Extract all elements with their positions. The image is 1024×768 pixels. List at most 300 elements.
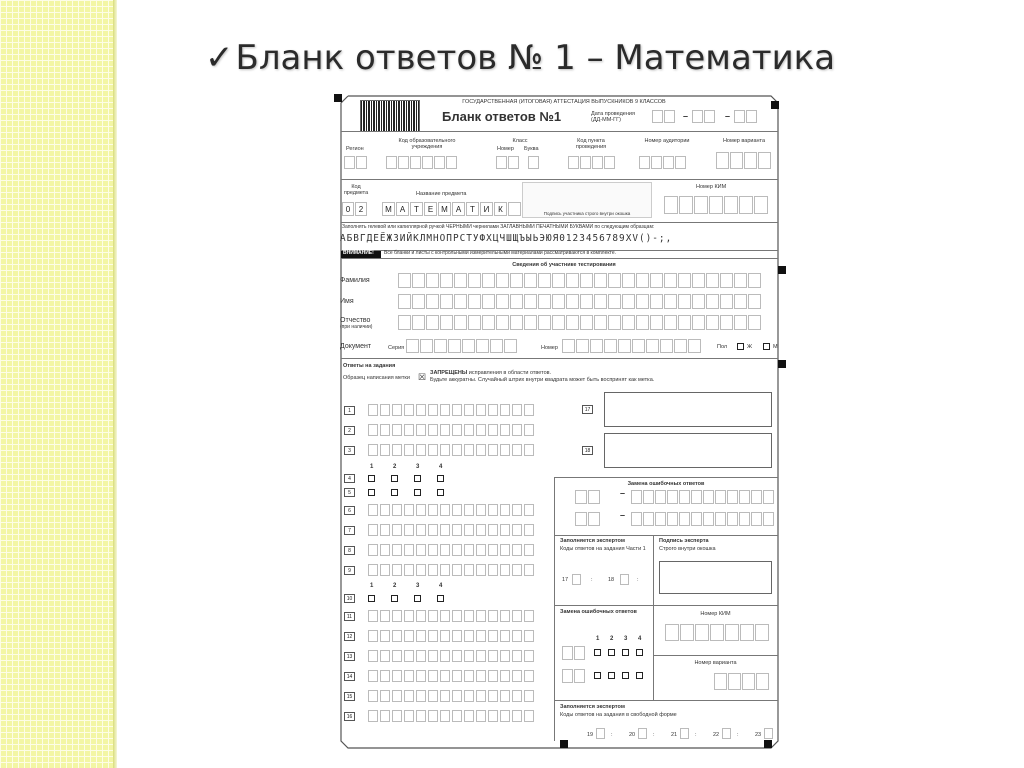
answer-14-char-box[interactable] bbox=[380, 670, 390, 682]
school-code-box[interactable] bbox=[422, 156, 433, 169]
answer-13-char-box[interactable] bbox=[368, 650, 378, 662]
replace-task-box[interactable] bbox=[574, 669, 585, 683]
answer-8-char-box[interactable] bbox=[416, 544, 426, 556]
kim-box-2[interactable] bbox=[695, 624, 709, 641]
answer-13-char-box[interactable] bbox=[452, 650, 462, 662]
name-letter-box[interactable] bbox=[594, 294, 607, 309]
kim-box[interactable] bbox=[694, 196, 708, 214]
answer-6-char-box[interactable] bbox=[416, 504, 426, 516]
name-letter-box[interactable] bbox=[622, 294, 635, 309]
answer-6-char-box[interactable] bbox=[500, 504, 510, 516]
replace-choice-checkbox[interactable] bbox=[622, 672, 629, 679]
answer-15-char-box[interactable] bbox=[380, 690, 390, 702]
answer-13-char-box[interactable] bbox=[380, 650, 390, 662]
surname-letter-box[interactable] bbox=[510, 273, 523, 288]
answer-9-char-box[interactable] bbox=[392, 564, 402, 576]
patronymic-letter-box[interactable] bbox=[650, 315, 663, 330]
patronymic-letter-box[interactable] bbox=[664, 315, 677, 330]
replace-answer-box[interactable] bbox=[655, 490, 666, 504]
answer-9-char-box[interactable] bbox=[440, 564, 450, 576]
expert-signature-box[interactable] bbox=[659, 561, 772, 594]
answer-6-char-box[interactable] bbox=[524, 504, 534, 516]
answer-16-char-box[interactable] bbox=[368, 710, 378, 722]
replace-choice-checkbox[interactable] bbox=[636, 649, 643, 656]
answer-7-char-box[interactable] bbox=[368, 524, 378, 536]
answer-9-char-box[interactable] bbox=[512, 564, 522, 576]
replace-answer-box[interactable] bbox=[655, 512, 666, 526]
document-series-box[interactable] bbox=[420, 339, 433, 353]
answer-11-char-box[interactable] bbox=[380, 610, 390, 622]
patronymic-letter-box[interactable] bbox=[720, 315, 733, 330]
answer-14-char-box[interactable] bbox=[392, 670, 402, 682]
gender-m-checkbox[interactable] bbox=[763, 343, 770, 350]
school-code-box[interactable] bbox=[386, 156, 397, 169]
answer-14-char-box[interactable] bbox=[452, 670, 462, 682]
patronymic-letter-box[interactable] bbox=[426, 315, 439, 330]
document-series-box[interactable] bbox=[406, 339, 419, 353]
replace-choice-checkbox[interactable] bbox=[636, 672, 643, 679]
answer-9-char-box[interactable] bbox=[464, 564, 474, 576]
variant-box[interactable] bbox=[716, 152, 729, 169]
patronymic-letter-box[interactable] bbox=[454, 315, 467, 330]
patronymic-letter-box[interactable] bbox=[748, 315, 761, 330]
date-box[interactable] bbox=[704, 110, 715, 123]
answer-15-char-box[interactable] bbox=[452, 690, 462, 702]
answer-4-choice-checkbox[interactable] bbox=[414, 475, 421, 482]
subject-name-box[interactable]: М bbox=[382, 202, 395, 216]
answer-5-choice-checkbox[interactable] bbox=[437, 489, 444, 496]
kim-box[interactable] bbox=[739, 196, 753, 214]
replace-task-box[interactable] bbox=[575, 490, 587, 504]
name-letter-box[interactable] bbox=[538, 294, 551, 309]
answer-12-char-box[interactable] bbox=[416, 630, 426, 642]
replace-task-box[interactable] bbox=[562, 646, 573, 660]
answer-12-char-box[interactable] bbox=[368, 630, 378, 642]
answer-10-choice-checkbox[interactable] bbox=[414, 595, 421, 602]
answer-3-char-box[interactable] bbox=[488, 444, 498, 456]
answer-7-char-box[interactable] bbox=[404, 524, 414, 536]
replace-answer-box[interactable] bbox=[751, 512, 762, 526]
patronymic-letter-box[interactable] bbox=[468, 315, 481, 330]
answer-12-char-box[interactable] bbox=[440, 630, 450, 642]
kim-box-2[interactable] bbox=[710, 624, 724, 641]
answer-3-char-box[interactable] bbox=[512, 444, 522, 456]
answer-14-char-box[interactable] bbox=[488, 670, 498, 682]
answer-2-char-box[interactable] bbox=[440, 424, 450, 436]
answer-7-char-box[interactable] bbox=[440, 524, 450, 536]
answer-7-char-box[interactable] bbox=[428, 524, 438, 536]
patronymic-letter-box[interactable] bbox=[594, 315, 607, 330]
patronymic-letter-box[interactable] bbox=[552, 315, 565, 330]
answer-5-choice-checkbox[interactable] bbox=[414, 489, 421, 496]
surname-letter-box[interactable] bbox=[482, 273, 495, 288]
replace-choice-checkbox[interactable] bbox=[622, 649, 629, 656]
answer-7-char-box[interactable] bbox=[392, 524, 402, 536]
answer-1-char-box[interactable] bbox=[500, 404, 510, 416]
surname-letter-box[interactable] bbox=[552, 273, 565, 288]
answer-9-char-box[interactable] bbox=[476, 564, 486, 576]
school-code-box[interactable] bbox=[434, 156, 445, 169]
replace-answer-box[interactable] bbox=[715, 490, 726, 504]
answer-3-char-box[interactable] bbox=[440, 444, 450, 456]
name-letter-box[interactable] bbox=[552, 294, 565, 309]
answer-7-char-box[interactable] bbox=[476, 524, 486, 536]
subject-code-box[interactable]: 0 bbox=[342, 202, 354, 216]
answer-2-char-box[interactable] bbox=[416, 424, 426, 436]
variant-box[interactable] bbox=[744, 152, 757, 169]
name-letter-box[interactable] bbox=[720, 294, 733, 309]
answer-1-char-box[interactable] bbox=[464, 404, 474, 416]
document-number-box[interactable] bbox=[674, 339, 687, 353]
answer-13-char-box[interactable] bbox=[500, 650, 510, 662]
answer-12-char-box[interactable] bbox=[512, 630, 522, 642]
free-code-4-box[interactable] bbox=[764, 728, 773, 739]
answer-8-char-box[interactable] bbox=[452, 544, 462, 556]
name-letter-box[interactable] bbox=[706, 294, 719, 309]
replace-answer-box[interactable] bbox=[727, 512, 738, 526]
patronymic-letter-box[interactable] bbox=[510, 315, 523, 330]
answer-13-char-box[interactable] bbox=[488, 650, 498, 662]
answer-8-char-box[interactable] bbox=[380, 544, 390, 556]
patronymic-letter-box[interactable] bbox=[622, 315, 635, 330]
replace-choice-checkbox[interactable] bbox=[608, 672, 615, 679]
answer-7-char-box[interactable] bbox=[512, 524, 522, 536]
answer-15-char-box[interactable] bbox=[392, 690, 402, 702]
patronymic-letter-box[interactable] bbox=[398, 315, 411, 330]
document-series-box[interactable] bbox=[462, 339, 475, 353]
surname-letter-box[interactable] bbox=[622, 273, 635, 288]
point-code-box[interactable] bbox=[604, 156, 615, 169]
subject-name-box[interactable]: Т bbox=[466, 202, 479, 216]
surname-letter-box[interactable] bbox=[594, 273, 607, 288]
answer-12-char-box[interactable] bbox=[380, 630, 390, 642]
kim-box[interactable] bbox=[724, 196, 738, 214]
replace-answer-box[interactable] bbox=[739, 490, 750, 504]
answer-2-char-box[interactable] bbox=[512, 424, 522, 436]
patronymic-letter-box[interactable] bbox=[524, 315, 537, 330]
answer-15-char-box[interactable] bbox=[416, 690, 426, 702]
answer-7-char-box[interactable] bbox=[452, 524, 462, 536]
patronymic-letter-box[interactable] bbox=[608, 315, 621, 330]
answer-6-char-box[interactable] bbox=[476, 504, 486, 516]
answer-11-char-box[interactable] bbox=[500, 610, 510, 622]
document-series-box[interactable] bbox=[490, 339, 503, 353]
answer-15-char-box[interactable] bbox=[524, 690, 534, 702]
free-code-0-box[interactable] bbox=[596, 728, 605, 739]
answer-1-char-box[interactable] bbox=[440, 404, 450, 416]
kim-box-2[interactable] bbox=[665, 624, 679, 641]
answer-2-char-box[interactable] bbox=[488, 424, 498, 436]
surname-letter-box[interactable] bbox=[678, 273, 691, 288]
answer-12-char-box[interactable] bbox=[476, 630, 486, 642]
region-box[interactable] bbox=[344, 156, 355, 169]
answer-13-char-box[interactable] bbox=[512, 650, 522, 662]
answer-4-choice-checkbox[interactable] bbox=[437, 475, 444, 482]
replace-answer-box[interactable] bbox=[715, 512, 726, 526]
class-number-box[interactable] bbox=[496, 156, 507, 169]
answer-15-char-box[interactable] bbox=[440, 690, 450, 702]
answer-14-char-box[interactable] bbox=[512, 670, 522, 682]
answer-8-char-box[interactable] bbox=[404, 544, 414, 556]
point-code-box[interactable] bbox=[592, 156, 603, 169]
name-letter-box[interactable] bbox=[482, 294, 495, 309]
answer-11-char-box[interactable] bbox=[440, 610, 450, 622]
surname-letter-box[interactable] bbox=[692, 273, 705, 288]
answer-11-char-box[interactable] bbox=[488, 610, 498, 622]
answer-11-char-box[interactable] bbox=[452, 610, 462, 622]
surname-letter-box[interactable] bbox=[454, 273, 467, 288]
point-code-box[interactable] bbox=[580, 156, 591, 169]
answer-12-char-box[interactable] bbox=[404, 630, 414, 642]
name-letter-box[interactable] bbox=[426, 294, 439, 309]
answer-3-char-box[interactable] bbox=[368, 444, 378, 456]
name-letter-box[interactable] bbox=[650, 294, 663, 309]
answer-12-char-box[interactable] bbox=[524, 630, 534, 642]
surname-letter-box[interactable] bbox=[706, 273, 719, 288]
answer-15-char-box[interactable] bbox=[500, 690, 510, 702]
date-box[interactable] bbox=[664, 110, 675, 123]
answer-3-char-box[interactable] bbox=[500, 444, 510, 456]
answer-4-choice-checkbox[interactable] bbox=[368, 475, 375, 482]
variant-box-2[interactable] bbox=[714, 673, 727, 690]
patronymic-letter-box[interactable] bbox=[706, 315, 719, 330]
patronymic-letter-box[interactable] bbox=[678, 315, 691, 330]
document-number-box[interactable] bbox=[632, 339, 645, 353]
answer-11-char-box[interactable] bbox=[368, 610, 378, 622]
replace-answer-box[interactable] bbox=[643, 490, 654, 504]
answer-2-char-box[interactable] bbox=[524, 424, 534, 436]
answer-7-char-box[interactable] bbox=[416, 524, 426, 536]
replace-answer-box[interactable] bbox=[691, 512, 702, 526]
document-series-box[interactable] bbox=[448, 339, 461, 353]
answer-6-char-box[interactable] bbox=[368, 504, 378, 516]
surname-letter-box[interactable] bbox=[440, 273, 453, 288]
surname-letter-box[interactable] bbox=[720, 273, 733, 288]
answer-8-char-box[interactable] bbox=[476, 544, 486, 556]
answer-3-char-box[interactable] bbox=[428, 444, 438, 456]
class-letter-box[interactable] bbox=[528, 156, 539, 169]
replace-task-box[interactable] bbox=[575, 512, 587, 526]
document-series-box[interactable] bbox=[434, 339, 447, 353]
kim-box-2[interactable] bbox=[740, 624, 754, 641]
answer-15-char-box[interactable] bbox=[488, 690, 498, 702]
free-code-3-box[interactable] bbox=[722, 728, 731, 739]
answer-14-char-box[interactable] bbox=[464, 670, 474, 682]
name-letter-box[interactable] bbox=[468, 294, 481, 309]
answer-9-char-box[interactable] bbox=[368, 564, 378, 576]
answer-1-char-box[interactable] bbox=[428, 404, 438, 416]
answer-13-char-box[interactable] bbox=[404, 650, 414, 662]
replace-choice-checkbox[interactable] bbox=[594, 672, 601, 679]
answer-9-char-box[interactable] bbox=[380, 564, 390, 576]
answer-6-char-box[interactable] bbox=[428, 504, 438, 516]
answer-11-char-box[interactable] bbox=[404, 610, 414, 622]
answer-9-char-box[interactable] bbox=[524, 564, 534, 576]
name-letter-box[interactable] bbox=[510, 294, 523, 309]
answer-11-char-box[interactable] bbox=[416, 610, 426, 622]
name-letter-box[interactable] bbox=[608, 294, 621, 309]
surname-letter-box[interactable] bbox=[664, 273, 677, 288]
replace-answer-box[interactable] bbox=[739, 512, 750, 526]
answer-9-char-box[interactable] bbox=[404, 564, 414, 576]
answer-1-char-box[interactable] bbox=[416, 404, 426, 416]
answer-7-char-box[interactable] bbox=[488, 524, 498, 536]
answer-6-char-box[interactable] bbox=[452, 504, 462, 516]
replace-answer-box[interactable] bbox=[679, 512, 690, 526]
school-code-box[interactable] bbox=[410, 156, 421, 169]
answer-16-char-box[interactable] bbox=[428, 710, 438, 722]
name-letter-box[interactable] bbox=[440, 294, 453, 309]
gender-f-checkbox[interactable] bbox=[737, 343, 744, 350]
subject-name-box[interactable]: М bbox=[438, 202, 451, 216]
variant-box[interactable] bbox=[758, 152, 771, 169]
answer-8-char-box[interactable] bbox=[500, 544, 510, 556]
answer-1-char-box[interactable] bbox=[524, 404, 534, 416]
surname-letter-box[interactable] bbox=[524, 273, 537, 288]
replace-answer-box[interactable] bbox=[667, 490, 678, 504]
answer-15-char-box[interactable] bbox=[404, 690, 414, 702]
replace-answer-box[interactable] bbox=[763, 490, 774, 504]
answer-12-char-box[interactable] bbox=[464, 630, 474, 642]
answer-16-char-box[interactable] bbox=[380, 710, 390, 722]
answer-13-char-box[interactable] bbox=[524, 650, 534, 662]
name-letter-box[interactable] bbox=[692, 294, 705, 309]
answer-13-char-box[interactable] bbox=[476, 650, 486, 662]
answer-15-char-box[interactable] bbox=[512, 690, 522, 702]
subject-name-box[interactable]: А bbox=[452, 202, 465, 216]
room-number-box[interactable] bbox=[639, 156, 650, 169]
replace-task-box[interactable] bbox=[562, 669, 573, 683]
answer-6-char-box[interactable] bbox=[488, 504, 498, 516]
subject-name-box[interactable]: И bbox=[480, 202, 493, 216]
answer-16-char-box[interactable] bbox=[440, 710, 450, 722]
patronymic-letter-box[interactable] bbox=[580, 315, 593, 330]
answer-3-char-box[interactable] bbox=[464, 444, 474, 456]
answer-1-char-box[interactable] bbox=[368, 404, 378, 416]
variant-box-2[interactable] bbox=[742, 673, 755, 690]
answer-6-char-box[interactable] bbox=[380, 504, 390, 516]
name-letter-box[interactable] bbox=[496, 294, 509, 309]
answer-7-char-box[interactable] bbox=[380, 524, 390, 536]
replace-answer-box[interactable] bbox=[631, 512, 642, 526]
free-code-1-box[interactable] bbox=[638, 728, 647, 739]
answer-10-choice-checkbox[interactable] bbox=[391, 595, 398, 602]
answer-field-17[interactable] bbox=[604, 392, 772, 427]
answer-12-char-box[interactable] bbox=[428, 630, 438, 642]
kim-box[interactable] bbox=[754, 196, 768, 214]
document-number-box[interactable] bbox=[646, 339, 659, 353]
subject-name-box[interactable]: Е bbox=[424, 202, 437, 216]
replace-answer-box[interactable] bbox=[691, 490, 702, 504]
answer-7-char-box[interactable] bbox=[464, 524, 474, 536]
answer-12-char-box[interactable] bbox=[500, 630, 510, 642]
answer-1-char-box[interactable] bbox=[380, 404, 390, 416]
subject-name-box[interactable]: А bbox=[396, 202, 409, 216]
answer-14-char-box[interactable] bbox=[404, 670, 414, 682]
answer-3-char-box[interactable] bbox=[476, 444, 486, 456]
answer-14-char-box[interactable] bbox=[476, 670, 486, 682]
patronymic-letter-box[interactable] bbox=[734, 315, 747, 330]
answer-16-char-box[interactable] bbox=[452, 710, 462, 722]
answer-11-char-box[interactable] bbox=[464, 610, 474, 622]
answer-2-char-box[interactable] bbox=[452, 424, 462, 436]
answer-8-char-box[interactable] bbox=[512, 544, 522, 556]
kim-box[interactable] bbox=[679, 196, 693, 214]
answer-8-char-box[interactable] bbox=[368, 544, 378, 556]
answer-2-char-box[interactable] bbox=[464, 424, 474, 436]
answer-11-char-box[interactable] bbox=[428, 610, 438, 622]
answer-14-char-box[interactable] bbox=[440, 670, 450, 682]
answer-8-char-box[interactable] bbox=[524, 544, 534, 556]
answer-3-char-box[interactable] bbox=[452, 444, 462, 456]
surname-letter-box[interactable] bbox=[608, 273, 621, 288]
answer-16-char-box[interactable] bbox=[404, 710, 414, 722]
answer-8-char-box[interactable] bbox=[392, 544, 402, 556]
replace-choice-checkbox[interactable] bbox=[608, 649, 615, 656]
replace-answer-box[interactable] bbox=[703, 490, 714, 504]
patronymic-letter-box[interactable] bbox=[496, 315, 509, 330]
room-number-box[interactable] bbox=[675, 156, 686, 169]
name-letter-box[interactable] bbox=[398, 294, 411, 309]
kim-box[interactable] bbox=[664, 196, 678, 214]
room-number-box[interactable] bbox=[663, 156, 674, 169]
name-letter-box[interactable] bbox=[566, 294, 579, 309]
replace-answer-box[interactable] bbox=[751, 490, 762, 504]
answer-9-char-box[interactable] bbox=[488, 564, 498, 576]
document-number-box[interactable] bbox=[590, 339, 603, 353]
surname-letter-box[interactable] bbox=[538, 273, 551, 288]
answer-12-char-box[interactable] bbox=[452, 630, 462, 642]
document-number-box[interactable] bbox=[562, 339, 575, 353]
answer-3-char-box[interactable] bbox=[524, 444, 534, 456]
answer-13-char-box[interactable] bbox=[416, 650, 426, 662]
point-code-box[interactable] bbox=[568, 156, 579, 169]
answer-1-char-box[interactable] bbox=[404, 404, 414, 416]
answer-9-char-box[interactable] bbox=[500, 564, 510, 576]
kim-box-2[interactable] bbox=[680, 624, 694, 641]
surname-letter-box[interactable] bbox=[398, 273, 411, 288]
answer-15-char-box[interactable] bbox=[428, 690, 438, 702]
answer-15-char-box[interactable] bbox=[476, 690, 486, 702]
document-number-box[interactable] bbox=[576, 339, 589, 353]
patronymic-letter-box[interactable] bbox=[692, 315, 705, 330]
answer-2-char-box[interactable] bbox=[428, 424, 438, 436]
answer-16-char-box[interactable] bbox=[500, 710, 510, 722]
patronymic-letter-box[interactable] bbox=[440, 315, 453, 330]
surname-letter-box[interactable] bbox=[426, 273, 439, 288]
answer-12-char-box[interactable] bbox=[488, 630, 498, 642]
replace-choice-checkbox[interactable] bbox=[594, 649, 601, 656]
surname-letter-box[interactable] bbox=[748, 273, 761, 288]
subject-name-box[interactable] bbox=[508, 202, 521, 216]
answer-13-char-box[interactable] bbox=[440, 650, 450, 662]
answer-16-char-box[interactable] bbox=[392, 710, 402, 722]
answer-2-char-box[interactable] bbox=[392, 424, 402, 436]
surname-letter-box[interactable] bbox=[468, 273, 481, 288]
name-letter-box[interactable] bbox=[678, 294, 691, 309]
replace-answer-box[interactable] bbox=[631, 490, 642, 504]
answer-11-char-box[interactable] bbox=[524, 610, 534, 622]
surname-letter-box[interactable] bbox=[566, 273, 579, 288]
patronymic-letter-box[interactable] bbox=[636, 315, 649, 330]
answer-16-char-box[interactable] bbox=[512, 710, 522, 722]
answer-3-char-box[interactable] bbox=[416, 444, 426, 456]
name-letter-box[interactable] bbox=[524, 294, 537, 309]
subject-name-box[interactable]: К bbox=[494, 202, 507, 216]
class-number-box[interactable] bbox=[508, 156, 519, 169]
kim-box-2[interactable] bbox=[755, 624, 769, 641]
name-letter-box[interactable] bbox=[454, 294, 467, 309]
